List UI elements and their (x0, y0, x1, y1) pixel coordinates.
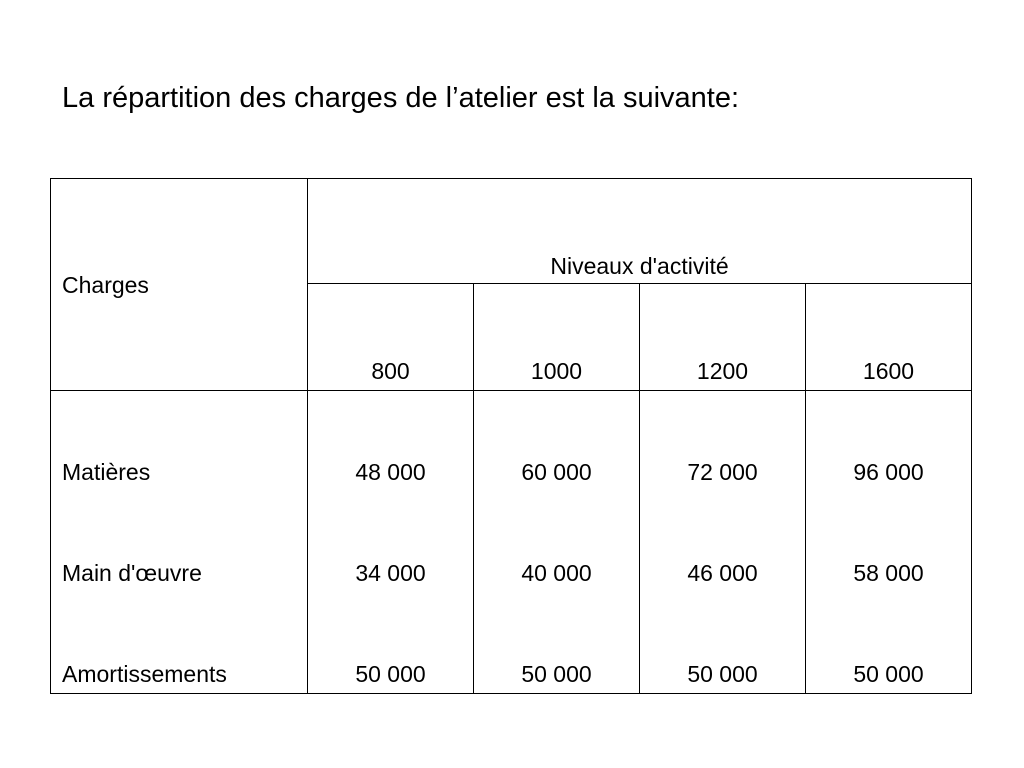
value-matieres-1200: 72 000 (687, 459, 758, 485)
value-amortissements-800: 50 000 (355, 661, 426, 687)
row-label-main-d-oeuvre: Main d'œuvre (62, 560, 202, 586)
value-amortissements-1600: 50 000 (853, 661, 924, 687)
value-main-d-oeuvre-800: 34 000 (355, 560, 426, 586)
level-header-1200: 1200 (640, 284, 806, 391)
value-amortissements-1000: 50 000 (521, 661, 592, 687)
slide-title: La répartition des charges de l’atelier est la suivante: (62, 82, 740, 114)
value-matieres-1000: 60 000 (521, 459, 592, 485)
value-amortissements-1200: 50 000 (687, 661, 758, 687)
values-cell-1200 (640, 391, 806, 694)
row-label-matieres: Matières (62, 459, 151, 485)
value-main-d-oeuvre-1600: 58 000 (853, 560, 924, 586)
value-main-d-oeuvre-1200: 46 000 (687, 560, 758, 586)
value-matieres-1600: 96 000 (853, 459, 924, 485)
group-header-label: Niveaux d'activité (550, 253, 729, 279)
level-header-1000: 1000 (474, 284, 640, 391)
values-cell-800 (308, 391, 474, 694)
values-cell-1600 (806, 391, 972, 694)
value-main-d-oeuvre-1000: 40 000 (521, 560, 592, 586)
values-cell-1000 (474, 391, 640, 694)
row-labels-cell (51, 391, 308, 694)
row-label-amortissements: Amortissements (62, 661, 227, 687)
corner-label: Charges (62, 271, 149, 298)
table-header-row-group (51, 179, 972, 284)
level-header-1600: 1600 (806, 284, 972, 391)
level-header-800: 800 (308, 284, 474, 391)
corner-header-cell (51, 179, 308, 391)
charges-table (50, 178, 972, 694)
group-header-cell (308, 179, 972, 284)
value-matieres-800: 48 000 (355, 459, 426, 485)
table-body-row (51, 391, 972, 694)
